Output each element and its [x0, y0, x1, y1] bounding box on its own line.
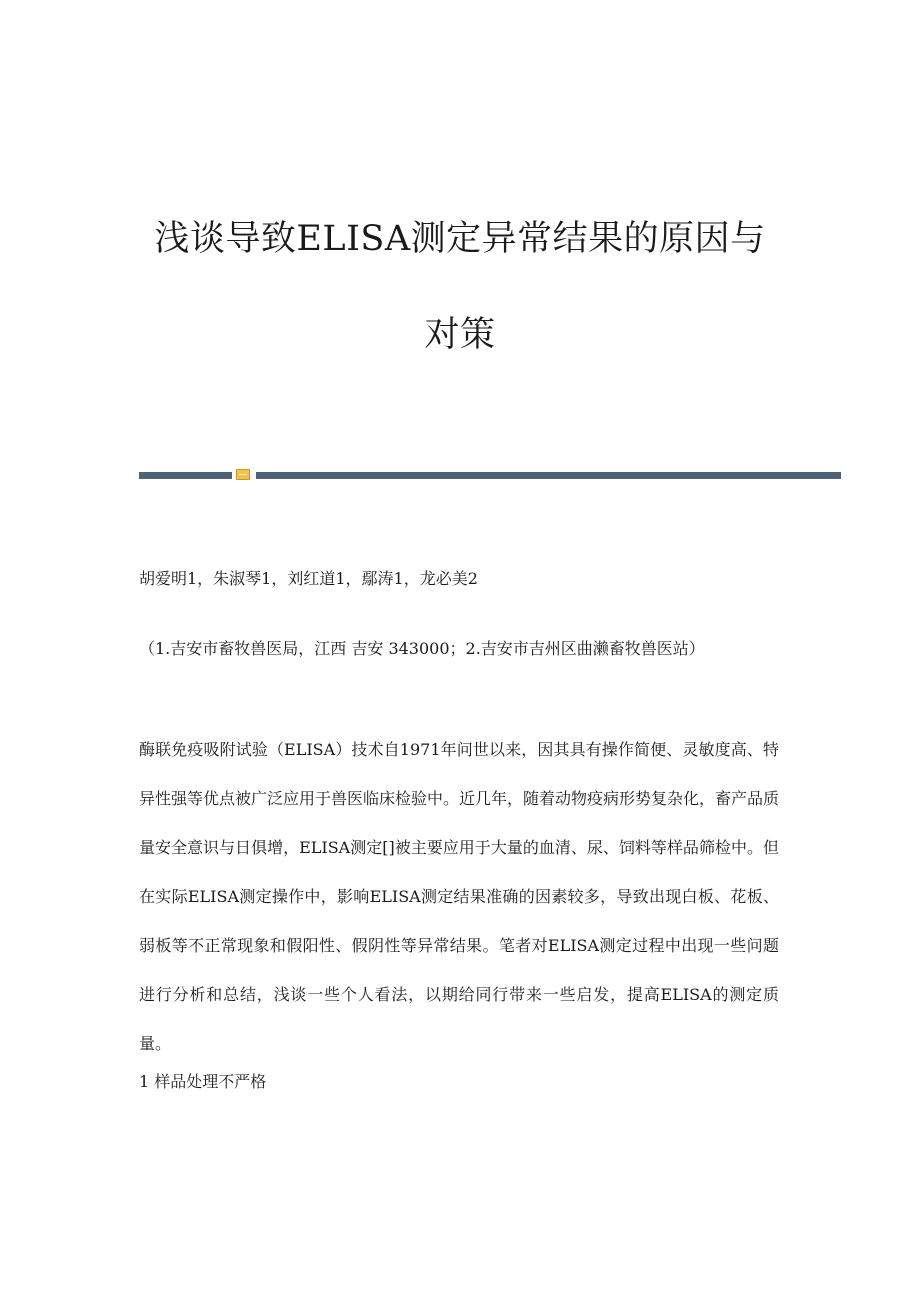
author-affiliation: （1.吉安市畜牧兽医局，江西 吉安 343000；2.吉安市吉州区曲濑畜牧兽医站） — [139, 639, 705, 658]
document-title-line-2: 对策 — [424, 315, 496, 355]
divider-bar-right — [256, 472, 841, 479]
divider-ornament-icon — [236, 469, 250, 480]
abstract-paragraph: 酶联免疫吸附试验（ELISA）技术自1971年问世以来，因其具有操作简便、灵敏度高、特异性强等优点被广泛应用于兽医临床检验中。近几年，随着动物疫病形势复杂化，畜产品质量安全意识与日俱增，ELISA测定[]被主要应用于大量的血清、尿、饲料等样品筛检中。但在实际ELISA测定操作中，影响ELISA测定结果准确的因素较多，导致出现白板、花板、弱板等不正常现象和假阳性、假阴性等异常结果。笔者对ELISA测定过程中出现一些问题进行分析和总结，浅谈一些个人看法，以期给同行带来一些启发，提高ELISA的测定质量。 — [139, 740, 780, 1053]
title-divider — [139, 469, 841, 481]
document-title-line-1: 浅谈导致ELISA测定异常结果的原因与 — [154, 219, 766, 259]
divider-bar-left — [139, 472, 232, 479]
author-list: 胡爱明1，朱淑琴1，刘红道1，鄢涛1，龙必美2 — [139, 569, 478, 588]
section-heading: 1 样品处理不严格 — [139, 1072, 267, 1091]
